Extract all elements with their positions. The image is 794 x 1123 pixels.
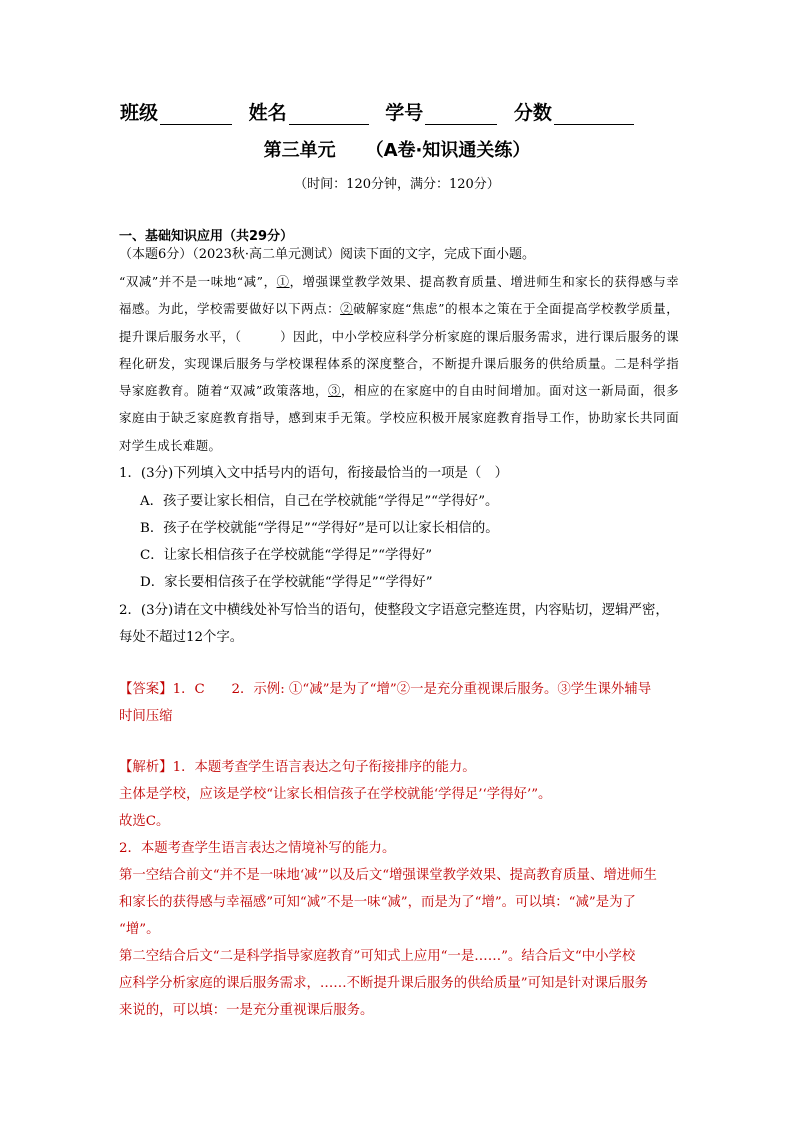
analysis-text: 主体是学校，应该是学校“让家长相信孩子在学校就能‘学得足’‘学得好’”。 bbox=[119, 787, 552, 802]
score-label: 分数 bbox=[513, 102, 552, 124]
id-label: 学号 bbox=[385, 102, 424, 124]
option-a[interactable]: A．孩子要让家长相信，自己在学校就能“学得足”“学得好”。 bbox=[140, 494, 499, 509]
analysis-text: 应科学分析家庭的课后服务需求，……不断提升课后服务的供给质量”可知是针对课后服务 bbox=[119, 976, 649, 991]
analysis-text: 和家长的获得感与幸福感”可知“减”不是一味“减”，而是为了“增”。可以填：“减”是为了 bbox=[119, 895, 636, 910]
section-intro: （本题6分）（2023秋·高二单元测试）阅读下面的文字，完成下面小题。 bbox=[119, 247, 535, 262]
name-blank[interactable] bbox=[289, 104, 369, 125]
passage-text: “双减”并不是一味地“减”， bbox=[119, 274, 277, 289]
score-blank[interactable] bbox=[554, 104, 634, 125]
analysis-text: “增”。 bbox=[119, 922, 160, 937]
student-info-line bbox=[120, 98, 644, 125]
blank-1: ① bbox=[276, 274, 290, 289]
option-b[interactable]: B．孩子在学校就能“学得足”“学得好”是可以让家长相信的。 bbox=[140, 521, 499, 536]
score-field bbox=[514, 102, 634, 124]
question-2: 2．(3分)请在文中横线处补写恰当的语句，使整段文字语意完整连贯，内容贴切，逻辑严密， bbox=[119, 603, 669, 618]
analysis-text: 2．本题考查学生语言表达之情境补写的能力。 bbox=[119, 841, 396, 856]
option-d[interactable]: D．家长要相信孩子在学校就能“学得足”“学得好” bbox=[140, 575, 433, 590]
passage-text: ，增强课堂教学效果、提高教育质量、增进师生和家长的获得感与幸福感。为此，学校需要做好以下两点： bbox=[119, 274, 679, 317]
answer-text-cont: 时间压缩 bbox=[119, 709, 173, 724]
name-field bbox=[249, 102, 369, 124]
passage-text: ，相应的在家庭中的自由时间增加。面对这一新局面，很多家庭由于缺乏家庭教育指导，感到束手无策。学校应积极开展家庭教育指导工作，协助家长共同面对学生成长难题。 bbox=[119, 383, 680, 453]
answer-label: 【答案】 bbox=[119, 682, 173, 697]
analysis-text: 来说的，可以填：一是充分重视课后服务。 bbox=[119, 1003, 374, 1018]
blank-2: ② bbox=[340, 301, 354, 317]
id-blank[interactable] bbox=[425, 104, 497, 125]
question-1: 1．(3分)下列填入文中括号内的语句，衔接最恰当的一项是（ ） bbox=[119, 466, 509, 481]
analysis-line bbox=[119, 754, 689, 781]
section-heading: 一、基础知识应用（共29分） bbox=[119, 229, 294, 244]
page-title bbox=[0, 136, 794, 162]
answer-line bbox=[119, 676, 689, 703]
analysis-label: 【解析】 bbox=[119, 760, 173, 775]
title-main: 第三单元 bbox=[263, 140, 336, 161]
analysis-block bbox=[119, 754, 689, 1024]
reading-passage bbox=[119, 268, 679, 459]
option-c[interactable]: C．让家长相信孩子在学校就能“学得足”“学得好” bbox=[140, 548, 433, 563]
title-sub: （A卷·知识通关练） bbox=[365, 140, 531, 161]
analysis-text: 1．本题考查学生语言表达之句子衔接排序的能力。 bbox=[172, 760, 476, 775]
answer-block bbox=[119, 676, 689, 730]
passage-paragraph bbox=[119, 268, 679, 459]
exam-time-info: （时间：120分钟，满分：120分） bbox=[294, 177, 500, 192]
question-2-cont: 每处不超过12个字。 bbox=[119, 630, 244, 645]
class-field bbox=[120, 102, 232, 124]
class-label: 班级 bbox=[120, 102, 159, 124]
class-blank[interactable] bbox=[160, 104, 232, 125]
answer-text: 1．C 2．示例: ①“减”是为了“增”②一是充分重视课后服务。③学生课外辅导 bbox=[172, 682, 652, 697]
analysis-text: 第一空结合前文“并不是一味地‘减’”以及后文“增强课堂教学效果、提高教育质量、增进师生 bbox=[119, 868, 657, 883]
name-label: 姓名 bbox=[248, 102, 287, 124]
analysis-text: 第二空结合后文“二是科学指导家庭教育”可知式上应用“一是……”。结合后文“中小学校 bbox=[119, 949, 636, 964]
analysis-text: 故选C。 bbox=[119, 814, 170, 829]
id-field bbox=[385, 102, 497, 124]
blank-3: ③ bbox=[328, 383, 342, 399]
passage-text: 破解家庭“焦虑”的根本之策在于全面提高学校教学质量，提升课后服务水平，（ ）因此，中小学校应科学分析家庭的课后服务需求，进行课后服务的课程化研发，实现课后服务与学校课程体系的深度整合，不断提升课后服务的供给质量。二是科学指导家庭教育。随着“双减”政策落地， bbox=[119, 301, 679, 399]
